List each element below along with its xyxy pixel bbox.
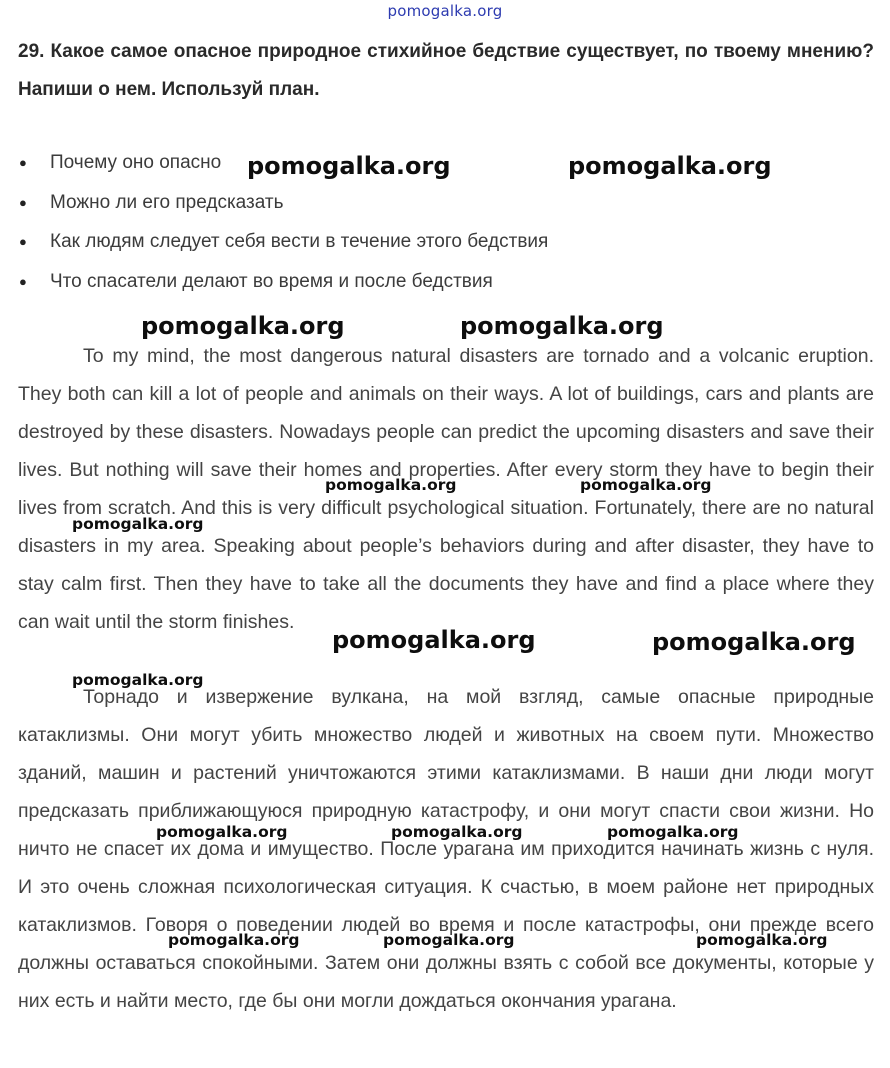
bullet-icon: ● [19,155,27,170]
watermark: pomogalka.org [156,823,288,841]
watermark: pomogalka.org [383,931,515,949]
bullet-icon: ● [19,234,27,249]
watermark: pomogalka.org [607,823,739,841]
watermark: pomogalka.org [568,152,772,180]
bullet-icon: ● [19,194,27,210]
plan-item: ● Почему оно опасно [18,143,858,183]
answer-english-paragraph: To my mind, the most dangerous natural disasters are tornado and a volcanic eruption. They both can kill a lot of people and animals on their ways. A lot of buildings, cars and plants are destroyed by these disasters. Nowadays people can predict the upcoming disasters and save their lives. But nothing will save their homes and properties. After every storm they have to begin their lives from scratch. And this is very difficult psychological situation. Fortunately, there are no natural disasters in my area. Speaking about people’s behaviors during and after disaster, they have to stay calm first. Then they have to take all the documents they have and find a place where they can wait until the storm finishes. [18,345,874,633]
watermark: pomogalka.org [72,515,204,533]
watermark: pomogalka.org [652,628,856,656]
watermark: pomogalka.org [580,476,712,494]
question-heading: 29. Какое самое опасное природное стихийное бедствие существует, по твоему мнению? Напиши о нем. Используй план. [18,41,874,100]
watermark: pomogalka.org [332,626,536,654]
watermark: pomogalka.org [247,152,451,180]
plan-item: ● Можно ли его предсказать [18,183,858,223]
watermark: pomogalka.org [325,476,457,494]
watermark: pomogalka.org [168,931,300,949]
watermark: pomogalka.org [460,312,664,340]
bullet-icon: ● [19,273,27,289]
watermark: pomogalka.org [391,823,523,841]
watermark: pomogalka.org [72,671,204,689]
site-header-watermark: pomogalka.org [387,2,503,20]
plan-item: ● Что спасатели делают во время и после бедствия [18,262,858,302]
watermark: pomogalka.org [141,312,345,340]
watermark: pomogalka.org [696,931,828,949]
plan-item: ● Как людям следует себя вести в течение этого бедствия [18,222,858,262]
answer-russian-paragraph: Торнадо и извержение вулкана, на мой взгляд, самые опасные природные катаклизмы. Они могут убить множество людей и животных на своем пути. Множество зданий, машин и растений уничтожаются этими катаклизмами. В наши дни люди могут предсказать приближающуюся природную катастрофу, и они могут спасти свои жизни. Но ничто не спасет их дома и имущество. После урагана им приходится начинать жизнь с нуля. И это очень сложная психологическая ситуация. К счастью, в моем районе нет природных катаклизмов. Говоря о поведении людей во время и после катастрофы, они прежде всего должны оставаться спокойными. Затем они должны взять с собой все документы, которые у них есть и найти место, где бы они могли дождаться окончания урагана. [18,686,874,1012]
